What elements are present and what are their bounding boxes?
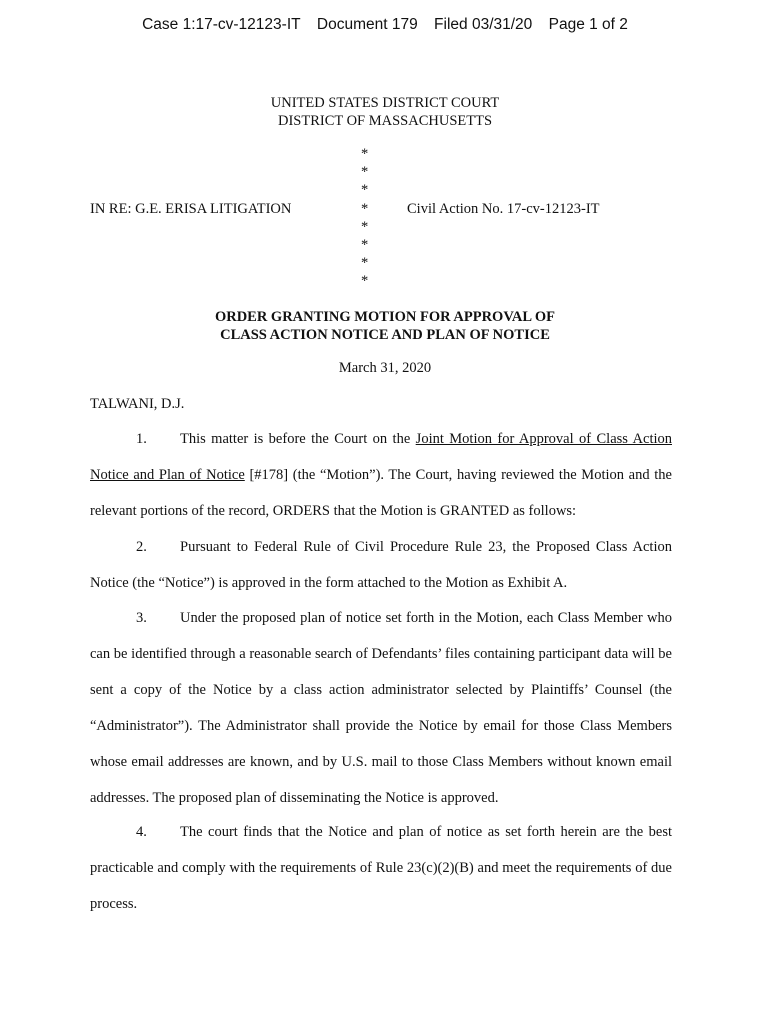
paragraph-number: 1. [136,431,147,447]
caption-star: * [361,182,369,199]
court-heading [0,94,770,130]
caption-star: * [361,146,369,162]
judge-name: TALWANI, D.J. [90,396,185,412]
paragraph-text: Pursuant to Federal Rule of Civil Procedure Rule 23, the Proposed Class Action Notice (the “Notice”) is approved in the form attached to the Motion as Exhibit A. [90,539,672,591]
motion-link[interactable]: Joint Motion for Approval of Class Action Notice and Plan of Notice [90,431,672,483]
paragraph-number: 4. [136,824,147,840]
caption-star: * [361,164,369,181]
case-number: Case 1:17-cv-12123-IT [142,16,301,33]
paragraph-text: Under the proposed plan of notice set forth in the Motion, each Class Member who can be identified through a reasonable search of Defendants’ files containing participant data will be sent a copy of the Notice by a class action administrator selected by Plaintiffs’ Counsel (the “Administrator”). The Administrator shall provide the Notice by email for those Class Members whose email addresses are known, and by U.S. mail to those Class Members without known email addresses. The proposed plan of disseminating the Notice is approved. [90,610,672,806]
paragraph-1 [90,421,672,529]
order-title-line: ORDER GRANTING MOTION FOR APPROVAL OF [214,309,556,325]
caption-star: * [361,218,369,235]
caption-star-column [361,145,373,291]
paragraph-text: This matter is before the Court on the [180,431,416,447]
caption-star: * [361,273,369,290]
civil-action-number: Civil Action No. 17-cv-12123-IT [407,201,600,217]
order-date: March 31, 2020 [338,360,432,376]
order-title [0,308,770,344]
paragraph-2 [90,529,672,601]
paragraph-text: The court finds that the Notice and plan of notice as set forth herein are the best practicable and comply with the requirements of Rule 23(c)(2)(B) and meet the requirements of due process. [90,824,672,912]
filing-header [0,16,770,34]
order-title-line: CLASS ACTION NOTICE AND PLAN OF NOTICE [220,327,550,343]
paragraph-4 [90,814,672,922]
court-name: UNITED STATES DISTRICT COURT [270,95,500,111]
caption-star: * [361,200,369,217]
paragraph-3 [90,600,672,816]
court-district: DISTRICT OF MASSACHUSETTS [277,113,493,129]
caption-star: * [361,236,369,253]
paragraph-text: [#178] (the “Motion”). The Court, having reviewed the Motion and the relevant portions of the record, ORDERS that the Motion is GRANTED as follows: [90,467,672,519]
case-caption-title: IN RE: G.E. ERISA LITIGATION [90,201,292,217]
paragraph-number: 3. [136,610,147,626]
page-indicator: Page 1 of 2 [548,16,628,33]
filed-date: Filed 03/31/20 [434,16,533,33]
document-number: Document 179 [316,16,418,33]
paragraph-number: 2. [136,539,147,555]
caption-star: * [361,255,369,272]
